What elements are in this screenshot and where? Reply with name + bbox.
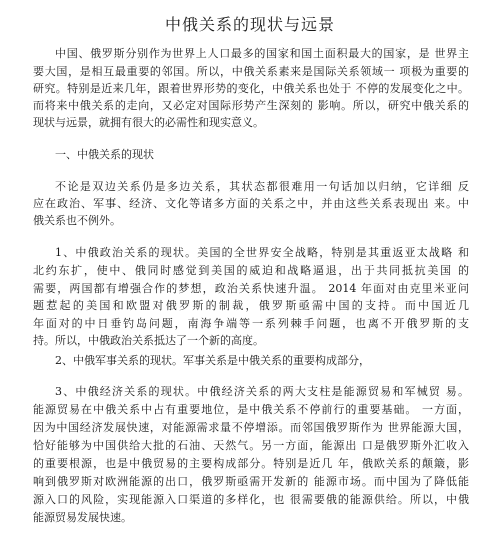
- paragraph-line: 中国、俄罗斯分别作为世界上人口最多的国家和国土面积最大的国家，是 世界主: [55, 47, 469, 60]
- paragraph-line: 北约东扩，使中、俄同时感觉到美国的威迫和战略逼退，出于共同抵抗美国 的: [33, 264, 469, 277]
- paragraph-line: 题惹起的美国和欧盟对俄罗斯的制裁，俄罗斯亟需中国的支持。而中国近几: [33, 299, 469, 312]
- paragraph-line: 2、中俄军事关系的现状。军事关系是中俄关系的重要构成部分，: [55, 354, 370, 367]
- paragraph-line: 不论是双边关系仍是多边关系，其状态都很难用一句话加以归纳，它详细 反: [55, 180, 469, 193]
- paragraph-line: 响到俄罗斯对欧洲能源的出口，俄罗斯亟需开发新的 能源市场。而中国为了降低能: [33, 475, 469, 488]
- paragraph-line: 能源贸易在中俄关系中占有重要地位，是中俄关系不停前行的重要基础。 一方面，: [33, 403, 469, 416]
- paragraph-line: 应在政治、军事、经济、文化等诸多方面的关系之中，并由这些关系表现出 来。中: [33, 197, 469, 210]
- paragraph-line: 的重要根源，也是中俄贸易的主要构成部分。特别是近几 年，俄欧关系的颠簸，影: [33, 457, 469, 470]
- paragraph-line: 持。所以，中俄政治关系抵达了一个新的高度。: [33, 334, 264, 347]
- section-heading: 一、中俄关系的现状: [55, 148, 154, 161]
- paragraph-line: 而将来中俄关系的走向，又必定对国际形势产生深刻的 影响。所以，研究中俄关系的: [33, 99, 469, 112]
- paragraph-line: 要大国，是相互最重要的邻国。所以，中俄关系素来是国际关系领域一 项极为重要的: [33, 65, 469, 78]
- paragraph-line: 俄关系也不例外。: [33, 214, 121, 227]
- document-title: 中俄关系的现状与远景: [164, 15, 335, 34]
- paragraph-line: 因为中国经济发展快速，对能源需求量不停增添。而邻国俄罗斯作为 世界能源大国，: [33, 421, 469, 434]
- paragraph-line: 年面对的中日垂钓岛问题，南海争端等一系列棘手问题，也离不开俄罗斯的支: [33, 317, 469, 330]
- paragraph-line: 能源贸易发展快速。: [33, 511, 132, 524]
- paragraph-line: 研究。特别是近来几年，跟着世界形势的变化，中俄关系也处于 不停的发展变化之中。: [33, 82, 469, 95]
- paragraph-line: 源入口的风险，实现能源入口渠道的多样化，也 很需要俄的能源供给。所以，中俄: [33, 493, 469, 506]
- paragraph-line: 现状与远景，就拥有很大的必需性和现实意义。: [33, 116, 264, 129]
- paragraph-line: 恰好能够为中国供给大批的石油、天然气。另一方面，能源出 口是俄罗斯外汇收入: [33, 439, 469, 452]
- paragraph-line: 3、中俄经济关系的现状。中俄经济关系的两大支柱是能源贸易和军械贸 易。: [55, 385, 469, 398]
- paragraph-line: 1、中俄政治关系的现状。美国的全世界安全战略，特别是其重返亚太战略 和: [55, 246, 469, 259]
- paragraph-line: 需要，两国都有增强合作的梦想，政治关系快速升温。 2014 年面对由克里米亚问: [33, 282, 469, 295]
